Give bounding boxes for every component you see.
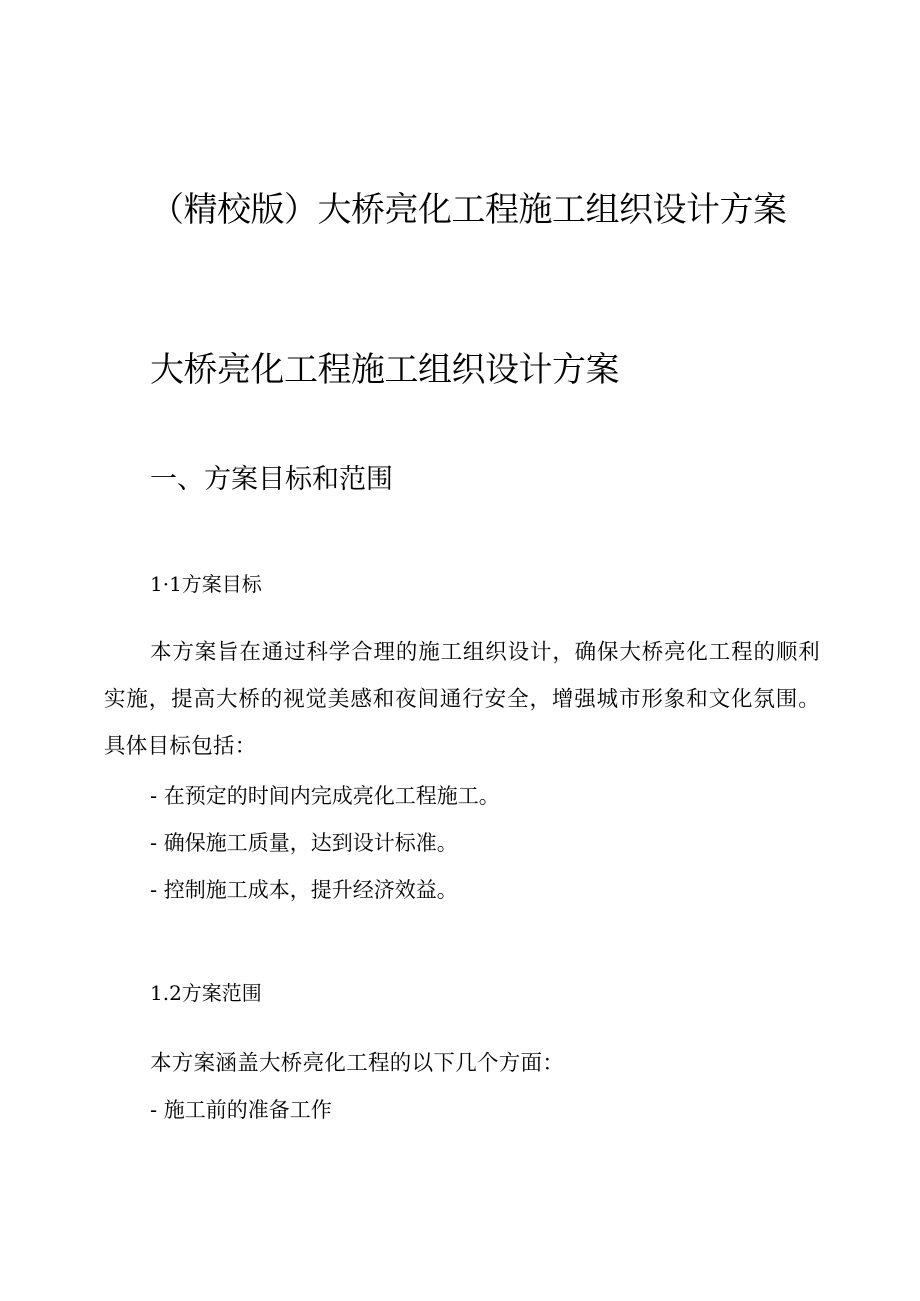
subsection-heading-goals: 1·1方案目标 [150, 572, 262, 596]
document-title: （精校版）大桥亮化工程施工组织设计方案 [150, 190, 787, 230]
list-item: - 施工前的准备工作 [150, 1098, 332, 1122]
list-item: - 确保施工质量，达到设计标准。 [150, 831, 458, 855]
list-item: - 在预定的时间内完成亮化工程施工。 [150, 784, 500, 808]
subsection-heading-scope: 1.2方案范围 [150, 981, 262, 1005]
goals-paragraph: 本方案旨在通过科学合理的施工组织设计，确保大桥亮化工程的顺利实施，提高大桥的视觉美感和夜间通行安全，增强城市形象和文化氛围。具体目标包括： [104, 640, 820, 759]
scope-paragraph: 本方案涵盖大桥亮化工程的以下几个方面： [150, 1051, 565, 1076]
list-item: - 控制施工成本，提升经济效益。 [150, 878, 458, 902]
document-subtitle: 大桥亮化工程施工组织设计方案 [150, 350, 619, 390]
section-heading: 一、方案目标和范围 [150, 464, 393, 495]
